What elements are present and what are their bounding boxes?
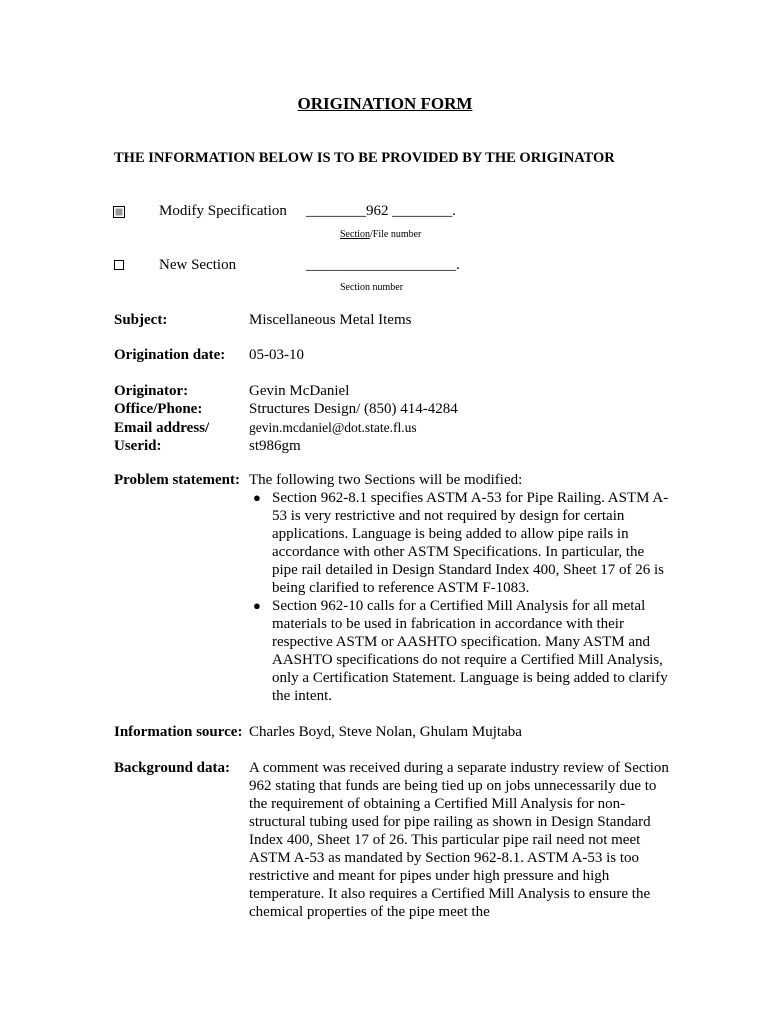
background-data-text: A comment was received during a separate industry review of Section 962 stating that funds are being tied up on jobs unnecessarily due to the requirement of obtaining a Certified Mill Analysis for non-structural tubing used for pipe railing as shown in Design Standard Index 400, Sheet 17 of 26. This particular pipe rail need not meet ASTM A-53 as mandated by Section 962-8.1. ASTM A-53 is too restrictive and meant for pipes under high pressure and high temperature. It also requires a Certified Mill Analysis to ensure the chemical properties of the pipe meet the bbox=[249, 760, 669, 920]
modify-specification-checkbox[interactable] bbox=[113, 206, 125, 218]
bullet-text: Section 962-10 calls for a Certified Mill Analysis for all metal materials to be used in fabrication in accordance with their respective ASTM or AASHTO specification. Many ASTM and AASHTO specifications do not require a Certified Mill Analysis, only a Certification Statement. Language is being added to clarify the intent. bbox=[272, 598, 668, 704]
subject-label: Subject: bbox=[114, 312, 168, 328]
information-source-label: Information source: bbox=[114, 724, 243, 740]
blank-underline-after: . bbox=[456, 257, 460, 273]
email-address-value: gevin.mcdaniel@dot.state.fl.us bbox=[249, 419, 417, 435]
origination-date-value: 05-03-10 bbox=[249, 347, 304, 363]
blank-underline-after: ________. bbox=[388, 203, 456, 219]
originator-labels bbox=[114, 382, 209, 455]
section-number-caption bbox=[340, 282, 403, 293]
subject-row bbox=[114, 311, 411, 329]
subject-value: Miscellaneous Metal Items bbox=[249, 312, 412, 328]
originator-name: Gevin McDaniel bbox=[249, 383, 350, 399]
caption-underlined-part: Section bbox=[340, 229, 370, 240]
information-source-row bbox=[114, 723, 522, 741]
section-file-number-value: 962 bbox=[366, 203, 389, 219]
origination-date-row bbox=[114, 346, 304, 364]
problem-statement-intro: The following two Sections will be modified: bbox=[249, 472, 523, 488]
information-source-value: Charles Boyd, Steve Nolan, Ghulam Mujtaba bbox=[249, 724, 522, 740]
caption-rest: Section number bbox=[340, 282, 404, 293]
form-instruction-heading: THE INFORMATION BELOW IS TO BE PROVIDED BY THE ORIGINATOR bbox=[114, 150, 615, 166]
origination-date-label: Origination date: bbox=[114, 347, 226, 363]
background-data-content bbox=[249, 759, 669, 921]
new-section-label: New Section bbox=[159, 257, 237, 273]
originator-label: Originator: bbox=[114, 383, 189, 399]
bullet-icon: ● bbox=[253, 490, 261, 505]
list-item bbox=[249, 597, 669, 705]
section-file-number-caption bbox=[340, 229, 421, 240]
new-section-checkbox[interactable] bbox=[114, 260, 124, 270]
background-data-label: Background data: bbox=[114, 760, 231, 776]
userid-value: st986gm bbox=[249, 437, 301, 454]
office-phone-value: Structures Design/ (850) 414-4284 bbox=[249, 401, 458, 418]
problem-statement-content bbox=[249, 471, 669, 705]
problem-statement-label: Problem statement: bbox=[114, 472, 240, 488]
list-item bbox=[249, 489, 669, 597]
modify-specification-label: Modify Specification bbox=[159, 203, 287, 219]
email-address-label: Email address/ bbox=[114, 419, 210, 436]
page-title: ORIGINATION FORM bbox=[297, 94, 473, 113]
caption-rest: /File number bbox=[370, 229, 422, 240]
problem-bullet-list bbox=[249, 489, 669, 705]
bullet-icon: ● bbox=[253, 598, 261, 613]
section-file-number-field[interactable] bbox=[306, 203, 456, 220]
office-phone-label: Office/Phone: bbox=[114, 401, 203, 418]
section-number-field[interactable] bbox=[306, 257, 460, 274]
blank-underline-before: ________ bbox=[306, 203, 366, 219]
originator-values bbox=[249, 382, 458, 455]
bullet-text: Section 962-8.1 specifies ASTM A-53 for Pipe Railing. ASTM A-53 is very restrictive and not required by design for certain applications. Language is being added to allow pipe rails in accordance with other ASTM Specifications. In particular, the pipe rail detailed in Design Standard Index 400, Sheet 17 of 26 is being clarified to reference ASTM F-1083. bbox=[272, 490, 669, 596]
blank-underline-before: ____________________ bbox=[306, 257, 456, 273]
userid-label: Userid: bbox=[114, 437, 162, 454]
